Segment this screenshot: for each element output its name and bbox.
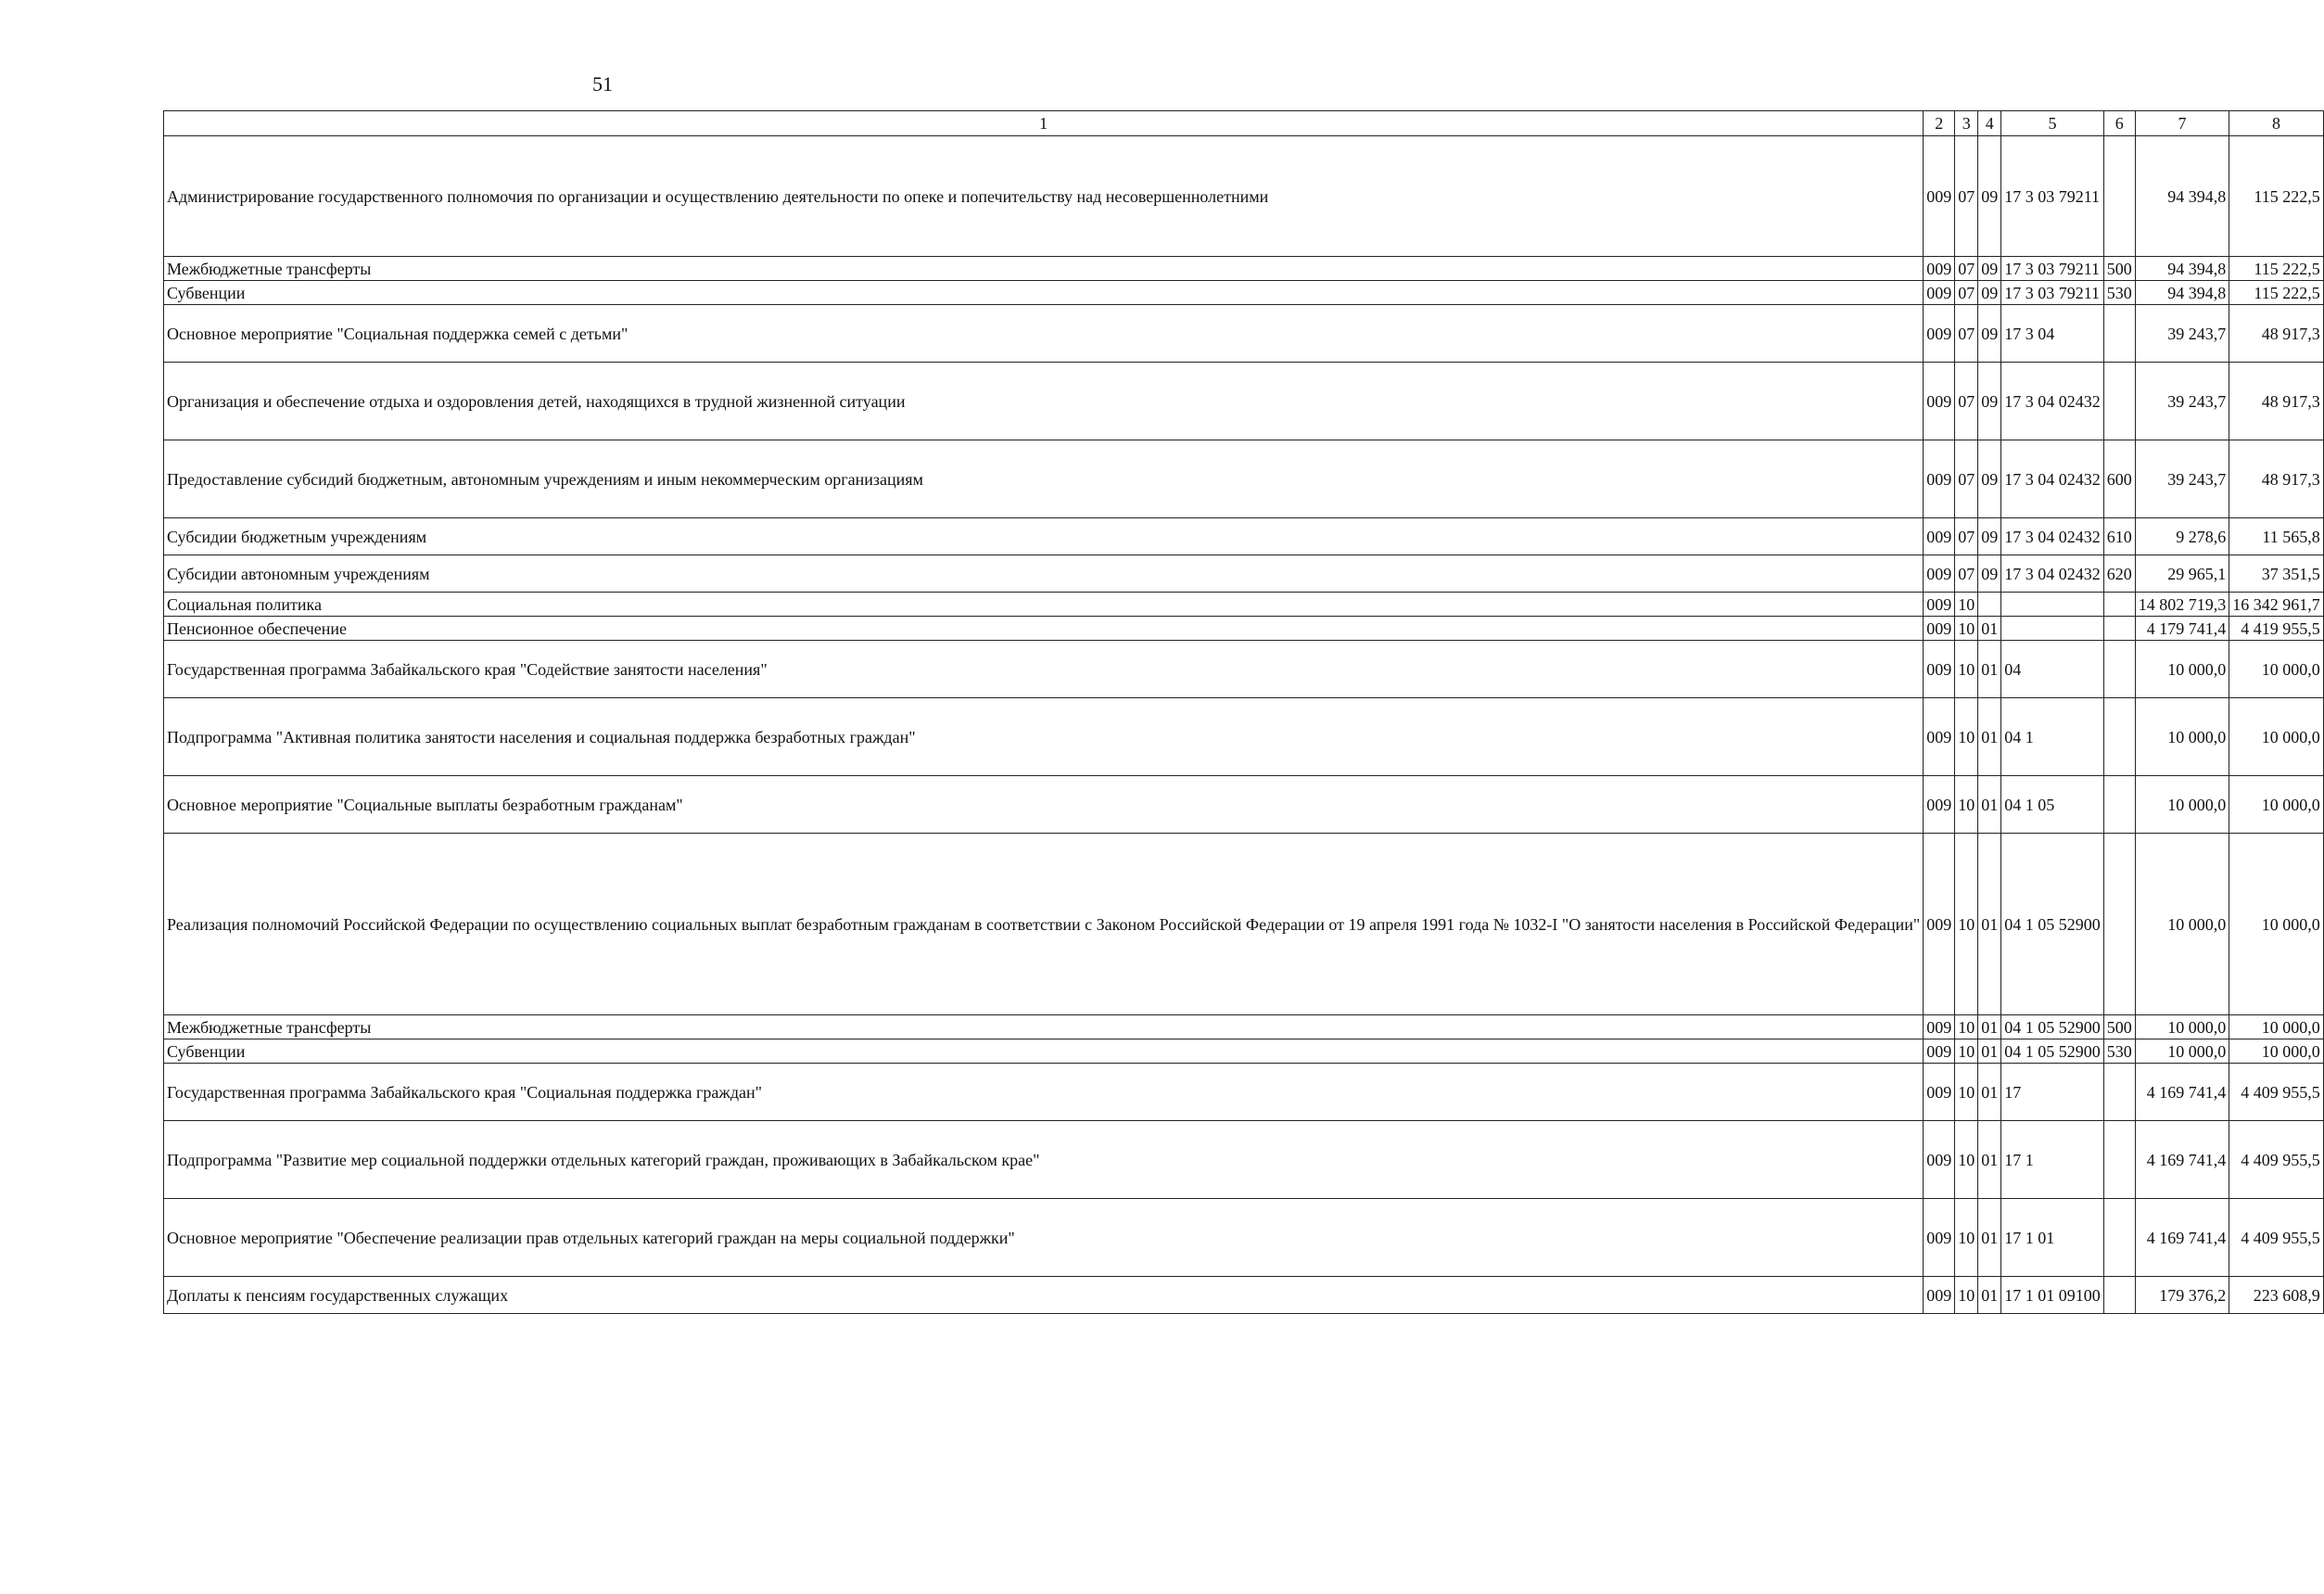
subsection-cell: 01 [1978,834,2001,1015]
section-cell: 07 [1955,136,1978,257]
amount-year2-cell: 37 351,5 [2229,555,2324,593]
amount-year2-cell: 115 222,5 [2229,281,2324,305]
item-name-cell: Основное мероприятие "Социальная поддержка семей с детьми" [164,305,1924,363]
amount-year1-cell: 4 169 741,4 [2135,1064,2229,1121]
subsection-cell: 01 [1978,1121,2001,1199]
table-row [164,305,2324,363]
subsection-cell: 01 [1978,1039,2001,1064]
amount-year1-cell: 10 000,0 [2135,698,2229,776]
section-cell: 10 [1955,698,1978,776]
table-row [164,776,2324,834]
subsection-cell: 09 [1978,281,2001,305]
column-header: 1 [164,111,1924,136]
amount-year2-cell: 10 000,0 [2229,1015,2324,1039]
amount-year2-cell: 4 409 955,5 [2229,1064,2324,1121]
expense-type-cell [2103,698,2135,776]
expense-type-cell: 500 [2103,257,2135,281]
amount-year1-cell: 14 802 719,3 [2135,593,2229,617]
amount-year1-cell: 39 243,7 [2135,305,2229,363]
column-header: 5 [2001,111,2104,136]
section-cell: 07 [1955,440,1978,518]
amount-year2-cell: 48 917,3 [2229,440,2324,518]
target-article-cell: 04 1 05 52900 [2001,1015,2104,1039]
amount-year1-cell: 4 179 741,4 [2135,617,2229,641]
target-article-cell [2001,617,2104,641]
table-row [164,1039,2324,1064]
table-row [164,1199,2324,1277]
code-cell: 009 [1924,363,1955,440]
table-row [164,593,2324,617]
subsection-cell: 09 [1978,305,2001,363]
table-row [164,834,2324,1015]
expense-type-cell: 610 [2103,518,2135,555]
code-cell: 009 [1924,518,1955,555]
subsection-cell: 01 [1978,617,2001,641]
subsection-cell: 01 [1978,1064,2001,1121]
section-cell: 07 [1955,257,1978,281]
column-header: 4 [1978,111,2001,136]
subsection-cell: 09 [1978,555,2001,593]
amount-year1-cell: 94 394,8 [2135,281,2229,305]
section-cell: 10 [1955,1064,1978,1121]
amount-year1-cell: 10 000,0 [2135,834,2229,1015]
expense-type-cell [2103,593,2135,617]
table-row [164,1015,2324,1039]
subsection-cell [1978,593,2001,617]
amount-year2-cell: 48 917,3 [2229,305,2324,363]
section-cell: 10 [1955,1121,1978,1199]
section-cell: 07 [1955,555,1978,593]
target-article-cell: 17 3 03 79211 [2001,136,2104,257]
target-article-cell: 17 3 04 02432 [2001,555,2104,593]
amount-year2-cell: 223 608,9 [2229,1277,2324,1314]
amount-year2-cell: 11 565,8 [2229,518,2324,555]
code-cell: 009 [1924,641,1955,698]
table-row [164,363,2324,440]
expense-type-cell: 600 [2103,440,2135,518]
table-row [164,440,2324,518]
item-name-cell: Социальная политика [164,593,1924,617]
target-article-cell: 04 1 05 [2001,776,2104,834]
subsection-cell: 01 [1978,1199,2001,1277]
expense-type-cell [2103,834,2135,1015]
amount-year1-cell: 4 169 741,4 [2135,1121,2229,1199]
subsection-cell: 09 [1978,257,2001,281]
item-name-cell: Реализация полномочий Российской Федерации по осуществлению социальных выплат безработным гражданам в соответствии с Законом Российской Федерации от 19 апреля 1991 года № 1032-I "О занятости населения в Российской Федерации" [164,834,1924,1015]
item-name-cell: Доплаты к пенсиям государственных служащих [164,1277,1924,1314]
code-cell: 009 [1924,1064,1955,1121]
code-cell: 009 [1924,555,1955,593]
amount-year2-cell: 10 000,0 [2229,641,2324,698]
target-article-cell: 04 1 05 52900 [2001,1039,2104,1064]
amount-year2-cell: 115 222,5 [2229,257,2324,281]
section-cell: 07 [1955,518,1978,555]
section-cell: 10 [1955,776,1978,834]
amount-year2-cell: 16 342 961,7 [2229,593,2324,617]
code-cell: 009 [1924,776,1955,834]
target-article-cell: 17 1 01 [2001,1199,2104,1277]
section-cell: 10 [1955,1199,1978,1277]
subsection-cell: 01 [1978,776,2001,834]
expense-type-cell [2103,1199,2135,1277]
item-name-cell: Субсидии бюджетным учреждениям [164,518,1924,555]
subsection-cell: 01 [1978,641,2001,698]
table-row [164,555,2324,593]
code-cell: 009 [1924,1277,1955,1314]
amount-year1-cell: 94 394,8 [2135,257,2229,281]
target-article-cell: 17 3 04 [2001,305,2104,363]
item-name-cell: Государственная программа Забайкальского края "Содействие занятости населения" [164,641,1924,698]
column-header: 7 [2135,111,2229,136]
subsection-cell: 01 [1978,1277,2001,1314]
target-article-cell: 04 1 05 52900 [2001,834,2104,1015]
amount-year1-cell: 29 965,1 [2135,555,2229,593]
amount-year1-cell: 39 243,7 [2135,363,2229,440]
code-cell: 009 [1924,593,1955,617]
expense-type-cell [2103,136,2135,257]
amount-year2-cell: 115 222,5 [2229,136,2324,257]
amount-year2-cell: 48 917,3 [2229,363,2324,440]
item-name-cell: Организация и обеспечение отдыха и оздоровления детей, находящихся в трудной жизненной ситуации [164,363,1924,440]
subsection-cell: 09 [1978,518,2001,555]
page-number: 51 [592,72,613,96]
amount-year1-cell: 10 000,0 [2135,776,2229,834]
target-article-cell: 04 [2001,641,2104,698]
target-article-cell: 17 3 03 79211 [2001,257,2104,281]
amount-year1-cell: 9 278,6 [2135,518,2229,555]
expense-type-cell: 530 [2103,1039,2135,1064]
code-cell: 009 [1924,834,1955,1015]
section-cell: 10 [1955,1039,1978,1064]
amount-year1-cell: 179 376,2 [2135,1277,2229,1314]
target-article-cell: 17 3 03 79211 [2001,281,2104,305]
code-cell: 009 [1924,136,1955,257]
target-article-cell: 17 3 04 02432 [2001,518,2104,555]
column-header: 2 [1924,111,1955,136]
target-article-cell: 04 1 [2001,698,2104,776]
column-header: 8 [2229,111,2324,136]
section-cell: 10 [1955,617,1978,641]
section-cell: 10 [1955,593,1978,617]
amount-year1-cell: 10 000,0 [2135,1039,2229,1064]
amount-year2-cell: 4 409 955,5 [2229,1121,2324,1199]
target-article-cell: 17 [2001,1064,2104,1121]
code-cell: 009 [1924,1121,1955,1199]
expense-type-cell [2103,776,2135,834]
expense-type-cell [2103,1121,2135,1199]
section-cell: 10 [1955,1015,1978,1039]
code-cell: 009 [1924,257,1955,281]
expense-type-cell [2103,641,2135,698]
target-article-cell [2001,593,2104,617]
section-cell: 07 [1955,363,1978,440]
item-name-cell: Государственная программа Забайкальского края "Социальная поддержка граждан" [164,1064,1924,1121]
table-body [164,136,2324,1314]
expense-type-cell [2103,305,2135,363]
item-name-cell: Основное мероприятие "Обеспечение реализации прав отдельных категорий граждан на меры социальной поддержки" [164,1199,1924,1277]
amount-year2-cell: 10 000,0 [2229,776,2324,834]
amount-year1-cell: 10 000,0 [2135,641,2229,698]
expense-type-cell: 620 [2103,555,2135,593]
table-row [164,1277,2324,1314]
code-cell: 009 [1924,1199,1955,1277]
item-name-cell: Субвенции [164,281,1924,305]
table-row [164,518,2324,555]
section-cell: 07 [1955,281,1978,305]
table-row [164,617,2324,641]
amount-year2-cell: 10 000,0 [2229,698,2324,776]
target-article-cell: 17 3 04 02432 [2001,440,2104,518]
expense-type-cell [2103,1064,2135,1121]
item-name-cell: Субсидии автономным учреждениям [164,555,1924,593]
code-cell: 009 [1924,281,1955,305]
amount-year1-cell: 4 169 741,4 [2135,1199,2229,1277]
amount-year1-cell: 39 243,7 [2135,440,2229,518]
table-row [164,257,2324,281]
expense-type-cell: 500 [2103,1015,2135,1039]
code-cell: 009 [1924,1015,1955,1039]
amount-year2-cell: 4 419 955,5 [2229,617,2324,641]
target-article-cell: 17 1 [2001,1121,2104,1199]
item-name-cell: Межбюджетные трансферты [164,257,1924,281]
subsection-cell: 09 [1978,363,2001,440]
target-article-cell: 17 1 01 09100 [2001,1277,2104,1314]
table-row [164,1064,2324,1121]
item-name-cell: Пенсионное обеспечение [164,617,1924,641]
column-header: 3 [1955,111,1978,136]
amount-year2-cell: 10 000,0 [2229,1039,2324,1064]
code-cell: 009 [1924,1039,1955,1064]
subsection-cell: 01 [1978,1015,2001,1039]
item-name-cell: Межбюджетные трансферты [164,1015,1924,1039]
amount-year2-cell: 10 000,0 [2229,834,2324,1015]
subsection-cell: 01 [1978,698,2001,776]
subsection-cell: 09 [1978,136,2001,257]
amount-year1-cell: 10 000,0 [2135,1015,2229,1039]
item-name-cell: Субвенции [164,1039,1924,1064]
section-cell: 10 [1955,834,1978,1015]
subsection-cell: 09 [1978,440,2001,518]
table-row [164,698,2324,776]
item-name-cell: Основное мероприятие "Социальные выплаты безработным гражданам" [164,776,1924,834]
amount-year1-cell: 94 394,8 [2135,136,2229,257]
table-row [164,136,2324,257]
item-name-cell: Администрирование государственного полномочия по организации и осуществлению деятельности по опеке и попечительству над несовершеннолетними [164,136,1924,257]
section-cell: 07 [1955,305,1978,363]
code-cell: 009 [1924,440,1955,518]
target-article-cell: 17 3 04 02432 [2001,363,2104,440]
item-name-cell: Подпрограмма "Развитие мер социальной поддержки отдельных категорий граждан, проживающих в Забайкальском крае" [164,1121,1924,1199]
budget-table [163,110,2324,1314]
table-row [164,281,2324,305]
section-cell: 10 [1955,641,1978,698]
code-cell: 009 [1924,617,1955,641]
table-row [164,1121,2324,1199]
expense-type-cell: 530 [2103,281,2135,305]
expense-type-cell [2103,1277,2135,1314]
code-cell: 009 [1924,698,1955,776]
code-cell: 009 [1924,305,1955,363]
table-row [164,641,2324,698]
column-header: 6 [2103,111,2135,136]
expense-type-cell [2103,617,2135,641]
item-name-cell: Подпрограмма "Активная политика занятости населения и социальная поддержка безработных граждан" [164,698,1924,776]
header-row [164,111,2324,136]
expense-type-cell [2103,363,2135,440]
item-name-cell: Предоставление субсидий бюджетным, автономным учреждениям и иным некоммерческим организациям [164,440,1924,518]
amount-year2-cell: 4 409 955,5 [2229,1199,2324,1277]
section-cell: 10 [1955,1277,1978,1314]
